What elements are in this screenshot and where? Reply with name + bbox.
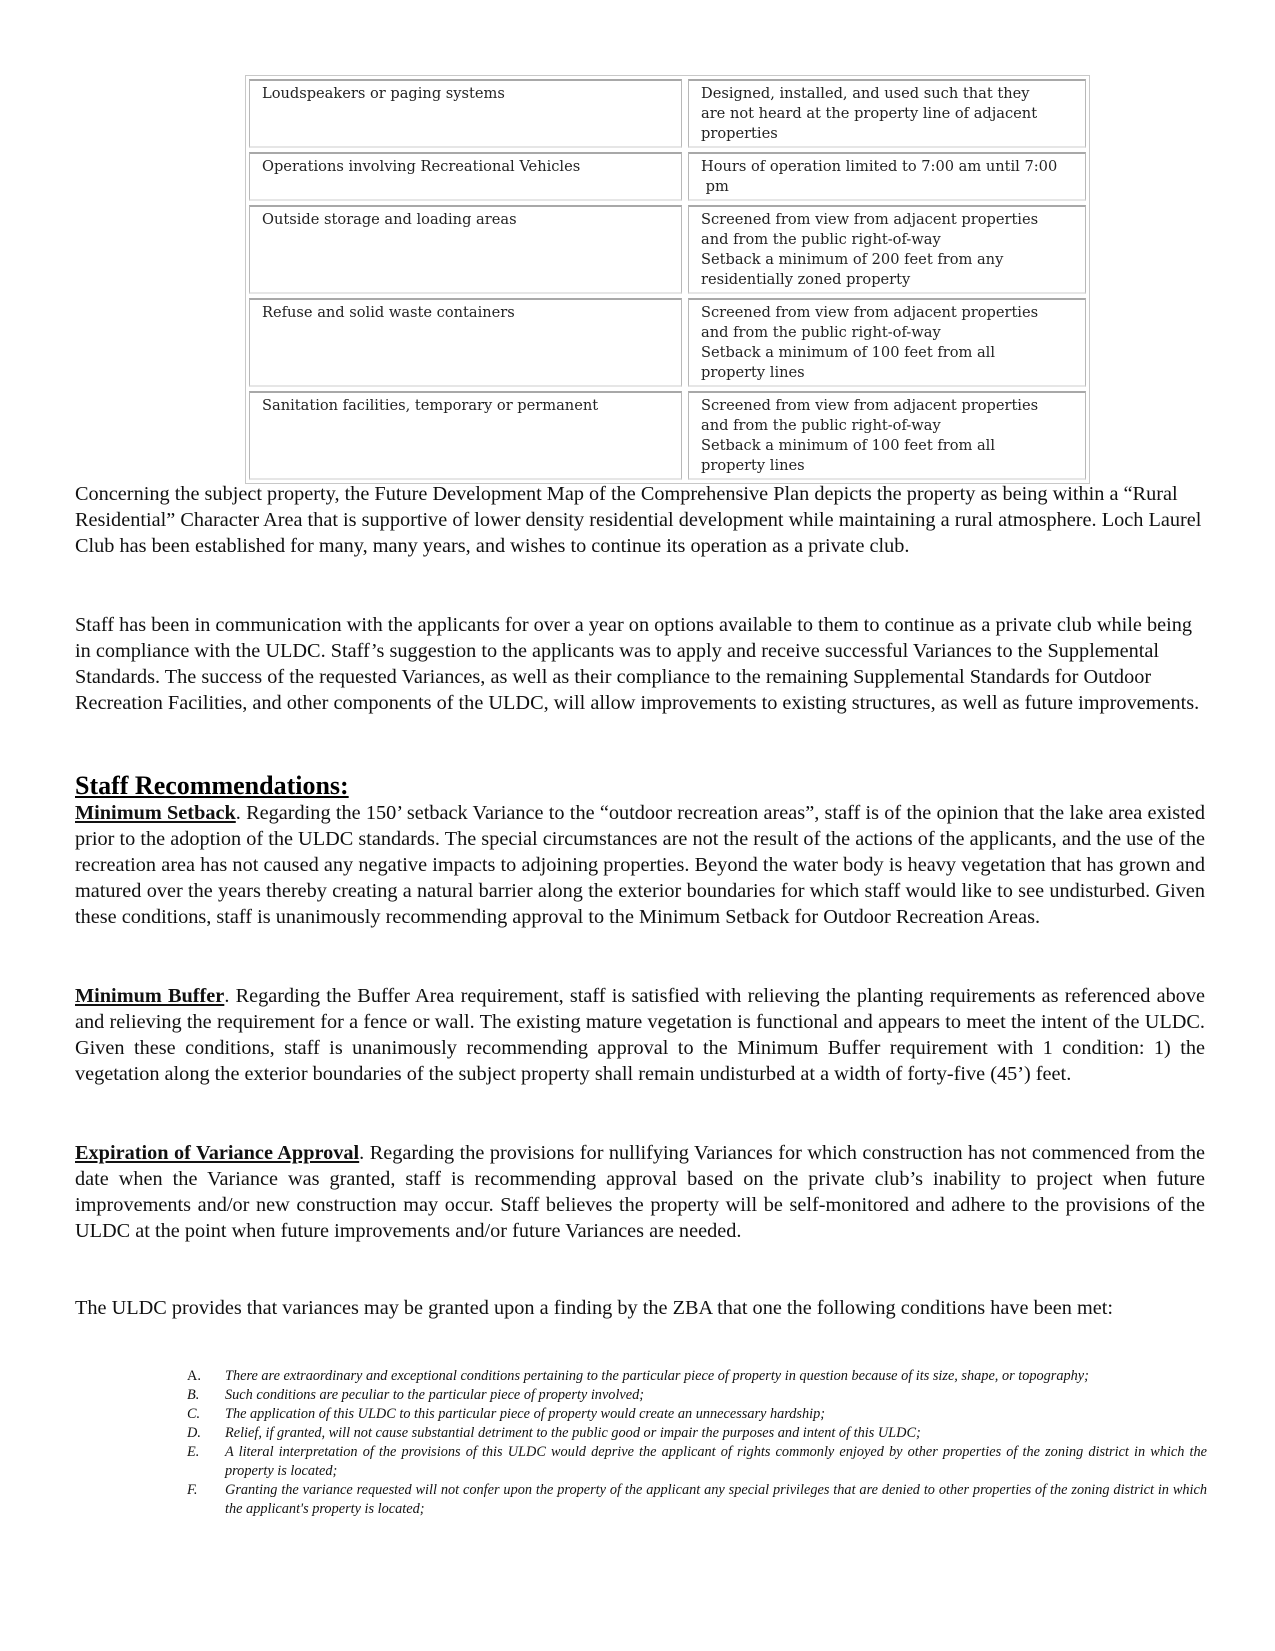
list-item-label: F. xyxy=(187,1482,198,1498)
conditions-intro-paragraph: The ULDC provides that variances may be granted upon a finding by the ZBA that one the following conditions have been met: xyxy=(75,1297,1114,1319)
list-item-text: Granting the variance requested will not confer upon the property of the applicant any special privileges that are denied to other properties of the zoning district in which the applicant's property is located; xyxy=(225,1482,1207,1517)
requirement-line: Screened from view from adjacent properties xyxy=(701,304,1039,321)
table-cell-item xyxy=(249,79,682,148)
table-cell-item xyxy=(249,205,682,294)
expiration-paragraph xyxy=(75,1140,1205,1244)
requirement-line: Screened from view from adjacent properties xyxy=(701,397,1039,414)
minimum-buffer-title: Minimum Buffer xyxy=(75,985,225,1007)
list-item xyxy=(187,1424,1207,1443)
minimum-setback-paragraph xyxy=(75,800,1205,930)
staff-recommendations-heading: Staff Recommendations: xyxy=(75,771,349,800)
expiration-text: . Regarding the provisions for nullifying Variances for which construction has not commenced from the date when the Variance was granted, staff is recommending approval based on the private club’s inability to project when future improvements and/or new construction may occur. Staff believes the property will be self-monitored and adhere to the provisions of the ULDC at the point when future improvements and/or future Variances are needed. xyxy=(75,1142,1205,1242)
list-item xyxy=(187,1367,1207,1386)
table-cell-requirement xyxy=(688,152,1086,201)
future-development-paragraph: Concerning the subject property, the Future Development Map of the Comprehensive Plan depicts the property as being within a “Rural Residential” Character Area that is supportive of lower density residential development while maintaining a rural atmosphere. Loch Laurel Club has been established for many, many years, and wishes to continue its operation as a private club. xyxy=(75,483,1202,557)
requirement-line: and from the public right-of-way xyxy=(701,324,941,341)
requirement-line: Setback a minimum of 100 feet from all xyxy=(701,344,995,361)
table-cell-requirement xyxy=(688,298,1086,387)
list-item-label: B. xyxy=(187,1387,200,1403)
item-label: Outside storage and loading areas xyxy=(262,211,517,228)
minimum-buffer-text: . Regarding the Buffer Area requirement, staff is satisfied with relieving the planting requirements as referenced above and relieving the requirement for a fence or wall. The existing mature vegetation is functional and appears to meet the intent of the ULDC. Given these conditions, staff is unanimously recommending approval to the Minimum Buffer requirement with 1 condition: 1) the vegetation along the exterior boundaries of the subject property shall remain undisturbed at a width of forty-five (45’) feet. xyxy=(75,985,1205,1085)
list-item xyxy=(187,1405,1207,1424)
list-item xyxy=(187,1481,1207,1519)
variance-conditions-list xyxy=(187,1367,1207,1519)
item-label: Operations involving Recreational Vehicles xyxy=(262,158,581,175)
list-item-text: The application of this ULDC to this particular piece of property would create an unnecessary hardship; xyxy=(225,1406,826,1422)
requirement-line: Designed, installed, and used such that they xyxy=(701,85,1030,102)
requirement-line: property lines xyxy=(701,364,805,381)
table-cell-requirement xyxy=(688,391,1086,480)
item-label: Refuse and solid waste containers xyxy=(262,304,515,321)
list-item-label: D. xyxy=(187,1425,201,1441)
requirement-line: Hours of operation limited to 7:00 am until 7:00 xyxy=(701,158,1058,175)
table-cell-item xyxy=(249,298,682,387)
table-row xyxy=(249,391,1086,480)
requirement-line: Screened from view from adjacent properties xyxy=(701,211,1039,228)
minimum-buffer-paragraph xyxy=(75,983,1205,1087)
table-cell-requirement xyxy=(688,205,1086,294)
list-item-label: A. xyxy=(187,1368,201,1384)
requirement-line: properties xyxy=(701,125,778,142)
table-row xyxy=(249,79,1086,148)
staff-communication-paragraph: Staff has been in communication with the applicants for over a year on options available to them to continue as a private club while being in compliance with the ULDC. Staff’s suggestion to the applicants was to apply and receive successful Variances to the Supplemental Standards. The success of the requested Variances, as well as their compliance to the remaining Supplemental Standards for Outdoor Recreation Facilities, and other components of the ULDC, will allow improvements to existing structures, as well as future improvements. xyxy=(75,614,1200,714)
minimum-setback-text: . Regarding the 150’ setback Variance to the “outdoor recreation areas”, staff is of the opinion that the lake area existed prior to the adoption of the ULDC standards. The special circumstances are not the result of the actions of the applicants, and the use of the recreation area has not caused any negative impacts to adjoining properties. Beyond the water body is heavy vegetation that has grown and matured over the years thereby creating a natural barrier along the exterior boundaries for which staff would like to see undisturbed. Given these conditions, staff is unanimously recommending approval to the Minimum Setback for Outdoor Recreation Areas. xyxy=(75,802,1205,928)
requirement-line: property lines xyxy=(701,457,805,474)
table-cell-item xyxy=(249,152,682,201)
list-item xyxy=(187,1443,1207,1481)
supplemental-standards-table xyxy=(245,75,1090,484)
minimum-setback-title: Minimum Setback xyxy=(75,802,236,824)
table-row xyxy=(249,152,1086,201)
table-cell-item xyxy=(249,391,682,480)
requirement-line: and from the public right-of-way xyxy=(701,231,941,248)
list-item-text: Such conditions are peculiar to the particular piece of property involved; xyxy=(225,1387,645,1403)
table-row xyxy=(249,205,1086,294)
item-label: Loudspeakers or paging systems xyxy=(262,85,505,102)
table-cell-requirement xyxy=(688,79,1086,148)
expiration-title: Expiration of Variance Approval xyxy=(75,1142,360,1164)
list-item-text: There are extraordinary and exceptional conditions pertaining to the particular piece of property in question because of its size, shape, or topography; xyxy=(225,1368,1089,1384)
item-label: Sanitation facilities, temporary or permanent xyxy=(262,397,599,414)
requirement-line: are not heard at the property line of adjacent xyxy=(701,105,1038,122)
requirement-line: pm xyxy=(701,178,729,195)
requirement-line: and from the public right-of-way xyxy=(701,417,941,434)
table-row xyxy=(249,298,1086,387)
list-item-text: A literal interpretation of the provisions of this ULDC would deprive the applicant of rights commonly enjoyed by other properties of the zoning district in which the property is located; xyxy=(225,1444,1207,1479)
list-item-label: E. xyxy=(187,1444,200,1460)
requirement-line: Setback a minimum of 100 feet from all xyxy=(701,437,995,454)
list-item-label: C. xyxy=(187,1406,201,1422)
requirement-line: residentially zoned property xyxy=(701,271,911,288)
list-item-text: Relief, if granted, will not cause substantial detriment to the public good or impair the purposes and intent of this ULDC; xyxy=(225,1425,921,1441)
list-item xyxy=(187,1386,1207,1405)
requirement-line: Setback a minimum of 200 feet from any xyxy=(701,251,1004,268)
